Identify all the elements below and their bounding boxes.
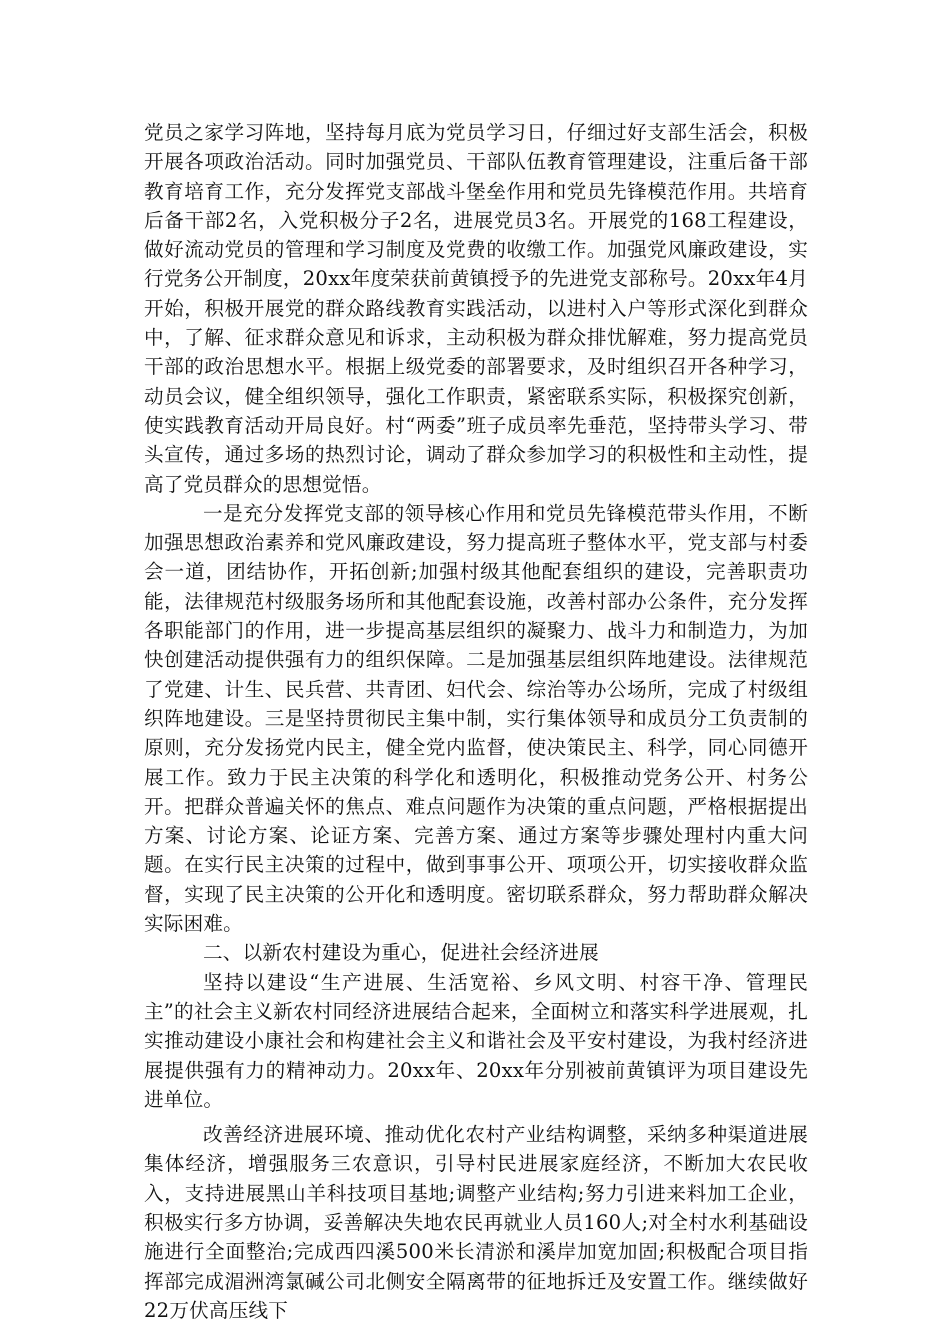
paragraph-party-building: 党员之家学习阵地，坚持每月底为党员学习日，仔细过好支部生活会，积极开展各项政治活动。同时加强党员、干部队伍教育管理建设，注重后备干部教育培育工作，充分发挥党支部战斗堡垒作用和党员先锋模范作用。共培育后备干部2名，入党积极分子2名，进展党员3名。开展党的168工程建设，做好流动党员的管理和学习制度及党费的收缴工作。加强党风廉政建设，实行党务公开制度，20xx年度荣获前黄镇授予的先进党支部称号。20xx年4月开始，积极开展党的群众路线教育实践活动，以进村入户等形式深化到群众中，了解、征求群众意见和诉求，主动积极为群众排忧解难，努力提高党员干部的政治思想水平。根据上级党委的部署要求，及时组织召开各种学习，动员会议，健全组织领导，强化工作职责，紧密联系实际，积极探究创新，使实践教育活动开局良好。村“两委”班子成员率先垂范，坚持带头学习、带头宣传，通过多场的热烈讨论，调动了群众参加学习的积极性和主动性，提高了党员群众的思想觉悟。 bbox=[144, 121, 808, 496]
section-heading-economic-development: 二、以新农村建设为重心，促进社会经济进展 bbox=[203, 941, 599, 965]
paragraph-economic-environment: 改善经济进展环境、推动优化农村产业结构调整，采纳多种渠道进展集体经济，增强服务三农意识，引导村民进展家庭经济，不断加大农民收入，支持进展黑山羊科技项目基地;调整产业结构;努力引进来料加工企业，积极实行多方协调，妥善解决失地农民再就业人员160人;对全村水利基础设施进行全面整治;完成西四溪500米长清淤和溪岸加宽加固;积极配合项目指挥部完成湄洲湾氯碱公司北侧安全隔离带的征地拆迁及安置工作。继续做好22万伏高压线下 bbox=[144, 1123, 808, 1322]
paragraph-new-countryside: 坚持以建设“生产进展、生活宽裕、乡风文明、村容干净、管理民主”的社会主义新农村同经济进展结合起来，全面树立和落实科学进展观，扎实推动建设小康社会和构建社会主义和谐社会及平安村建设，为我村经济进展提供强有力的精神动力。20xx年、20xx年分别被前黄镇评为项目建设先进单位。 bbox=[144, 970, 808, 1111]
paragraph-organization-building: 一是充分发挥党支部的领导核心作用和党员先锋模范带头作用，不断加强思想政治素养和党风廉政建设，努力提高班子整体水平，党支部与村委会一道，团结协作，开拓创新;加强村级其他配套组织的建设，完善职责功能，法律规范村级服务场所和其他配套设施，改善村部办公条件，充分发挥各职能部门的作用，进一步提高基层组织的凝聚力、战斗力和制造力，为加快创建活动提供强有力的组织保障。二是加强基层组织阵地建设。法律规范了党建、计生、民兵营、共青团、妇代会、综治等办公场所，完成了村级组织阵地建设。三是坚持贯彻民主集中制，实行集体领导和成员分工负责制的原则，充分发扬党内民主，健全党内监督，使决策民主、科学，同心同德开展工作。致力于民主决策的科学化和透明化，积极推动党务公开、村务公开。把群众普遍关怀的焦点、难点问题作为决策的重点问题，严格根据提出方案、讨论方案、论证方案、完善方案、通过方案等步骤处理村内重大问题。在实行民主决策的过程中，做到事事公开、项项公开，切实接收群众监督，实现了民主决策的公开化和透明度。密切联系群众，努力帮助群众解决实际困难。 bbox=[144, 501, 808, 936]
document-page bbox=[144, 118, 808, 1325]
